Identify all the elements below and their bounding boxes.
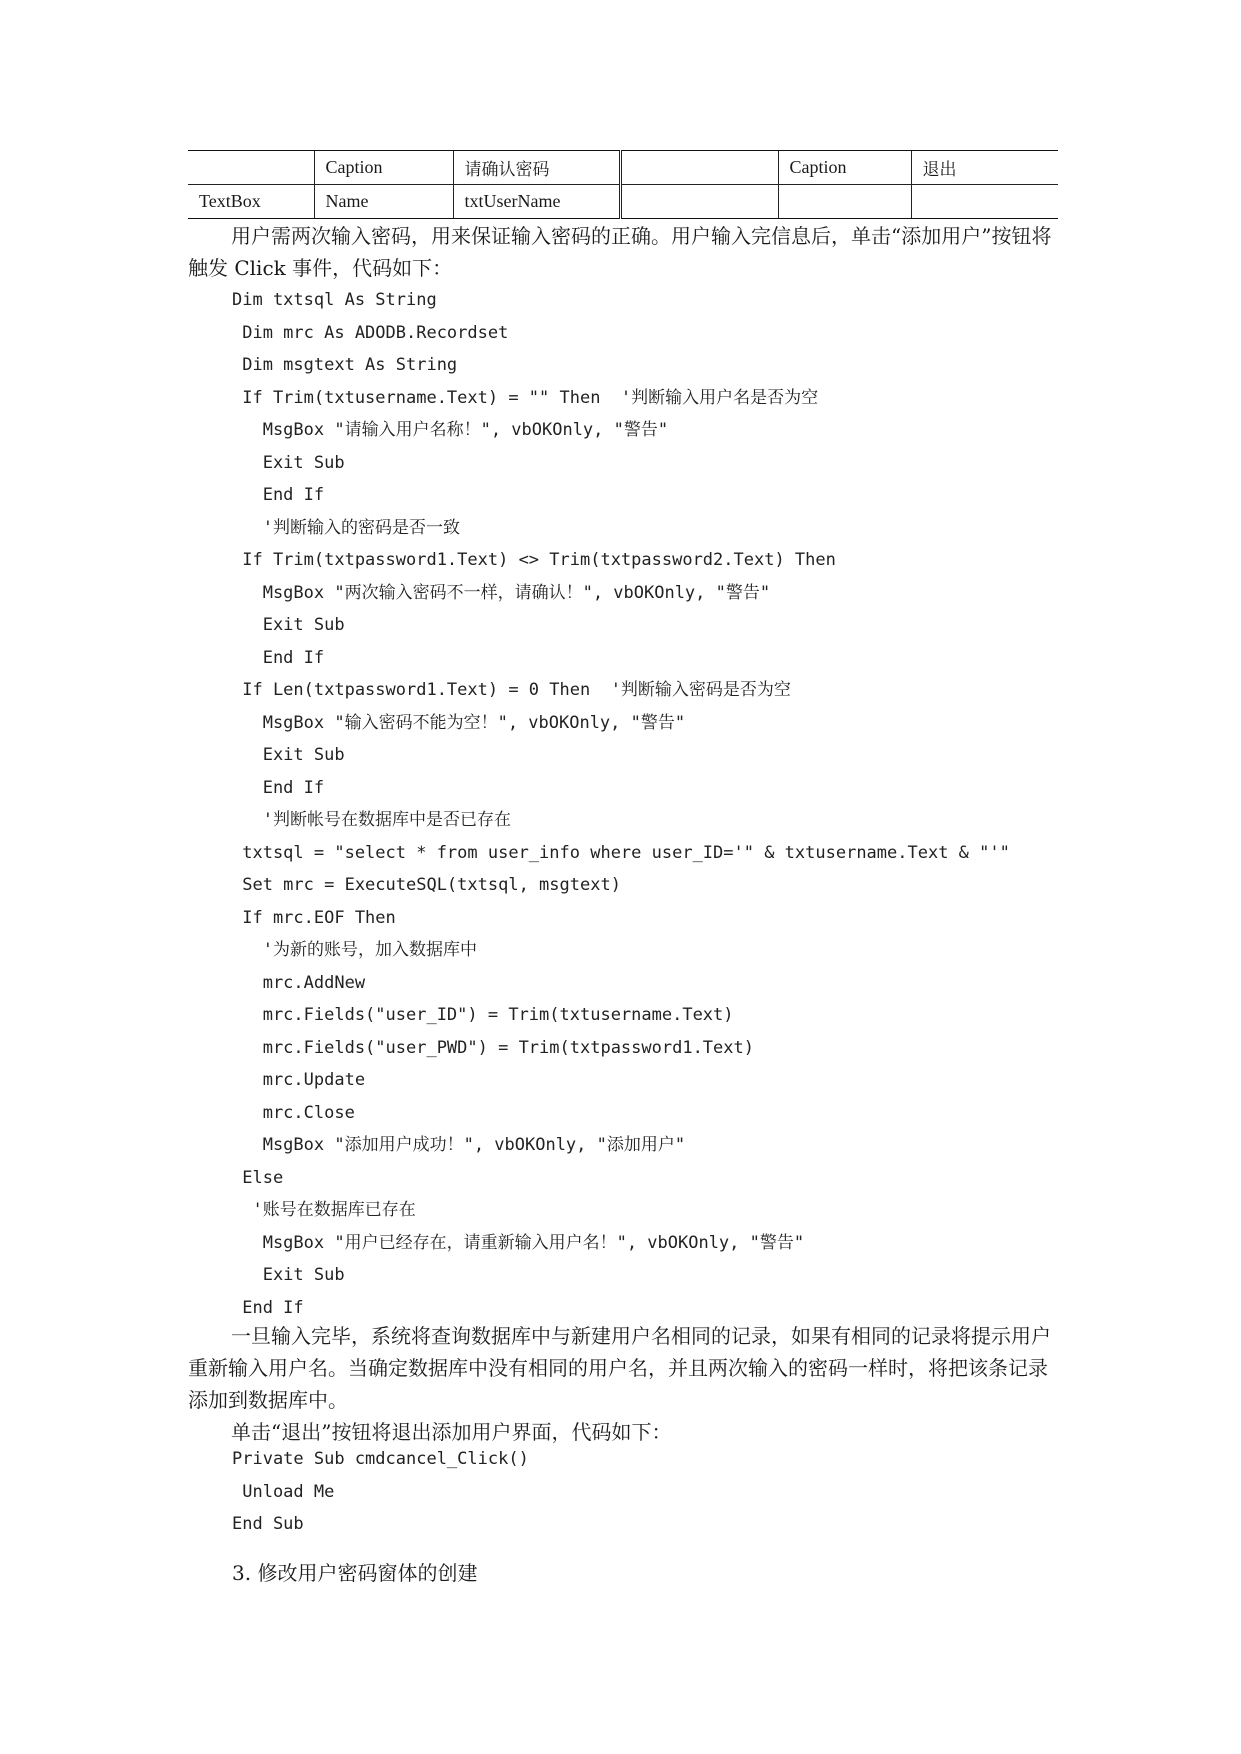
code-line: MsgBox "输入密码不能为空！", vbOKOnly, "警告" (232, 712, 686, 733)
code-line: Exit Sub (232, 615, 345, 635)
code-line: Exit Sub (232, 452, 345, 473)
table-cell (188, 151, 314, 185)
code-line: End If (232, 647, 325, 668)
code-line: '账号在数据库已存在 (232, 1200, 416, 1220)
code-line: MsgBox "两次输入密码不一样，请确认！", vbOKOnly, "警告" (232, 582, 771, 603)
code-line: If Len(txtpassword1.Text) = 0 Then '判断输入密码是否为空 (232, 680, 791, 700)
table-row (188, 185, 1058, 219)
code-line: '判断输入的密码是否一致 (232, 517, 460, 538)
section-heading: 3. 修改用户密码窗体的创建 (232, 1561, 478, 1585)
code-line: If mrc.EOF Then (232, 907, 396, 928)
code-line: mrc.Close (232, 1102, 355, 1123)
code-line: If Trim(txtusername.Text) = "" Then '判断输入用户名是否为空 (232, 387, 819, 408)
table-cell: Caption (314, 151, 453, 185)
code-line: Private Sub cmdcancel_Click() (232, 1449, 529, 1469)
code-line: Else (232, 1167, 284, 1188)
code-line: mrc.Update (232, 1070, 366, 1090)
code-block-cancel (232, 1448, 529, 1546)
table-cell: Name (314, 185, 453, 219)
table-cell (620, 185, 778, 219)
code-line: MsgBox "添加用户成功！", vbOKOnly, "添加用户" (232, 1135, 686, 1155)
code-line: End If (232, 1297, 304, 1318)
exit-paragraph: 单击“退出”按钮将退出添加用户界面，代码如下： (231, 1420, 672, 1444)
code-line: MsgBox "请输入用户名称！", vbOKOnly, "警告" (232, 420, 669, 440)
code-line: End If (232, 777, 325, 798)
code-line: Set mrc = ExecuteSQL(txtsql, msgtext) (232, 875, 621, 895)
code-line: MsgBox "用户已经存在，请重新输入用户名！", vbOKOnly, "警告" (232, 1232, 805, 1253)
code-line: Exit Sub (232, 1265, 345, 1285)
table-cell (620, 151, 778, 185)
property-table (188, 150, 1058, 219)
code-line: Dim mrc As ADODB.Recordset (232, 322, 509, 343)
table-cell (778, 185, 911, 219)
code-line: '判断帐号在数据库中是否已存在 (232, 810, 511, 830)
code-line: Exit Sub (232, 745, 345, 765)
table-cell (911, 185, 1058, 219)
table-cell: 退出 (911, 151, 1058, 185)
table-cell: Caption (778, 151, 911, 185)
code-line: Dim msgtext As String (232, 355, 458, 375)
code-block-add-user (232, 289, 1010, 1329)
code-line: mrc.Fields("user_PWD") = Trim(txtpassword1.Text) (232, 1037, 754, 1058)
code-line: '为新的账号，加入数据库中 (232, 940, 477, 960)
code-line: End Sub (232, 1514, 304, 1534)
code-line: txtsql = "select * from user_info where user_ID='" & txtusername.Text & "'" (232, 842, 1010, 863)
code-line: mrc.AddNew (232, 972, 366, 993)
explanation-paragraph: 一旦输入完毕，系统将查询数据库中与新建用户名相同的记录，如果有相同的记录将提示用户重新输入用户名。当确定数据库中没有相同的用户名，并且两次输入的密码一样时，将把该条记录添加到数据库中。 (188, 1324, 1051, 1412)
code-line: mrc.Fields("user_ID") = Trim(txtusername.Text) (232, 1005, 734, 1025)
table-row (188, 151, 1058, 185)
table-cell: 请确认密码 (453, 151, 620, 185)
code-line: End If (232, 485, 325, 505)
code-line: Dim txtsql As String (232, 290, 437, 310)
table-cell: txtUserName (453, 185, 620, 219)
code-line: Unload Me (232, 1481, 335, 1502)
table-cell: TextBox (188, 185, 314, 219)
intro-paragraph: 用户需两次输入密码，用来保证输入密码的正确。用户输入完信息后，单击“添加用户”按钮将触发 Click 事件，代码如下： (188, 224, 1052, 280)
code-line: If Trim(txtpassword1.Text) <> Trim(txtpassword2.Text) Then (232, 550, 836, 570)
